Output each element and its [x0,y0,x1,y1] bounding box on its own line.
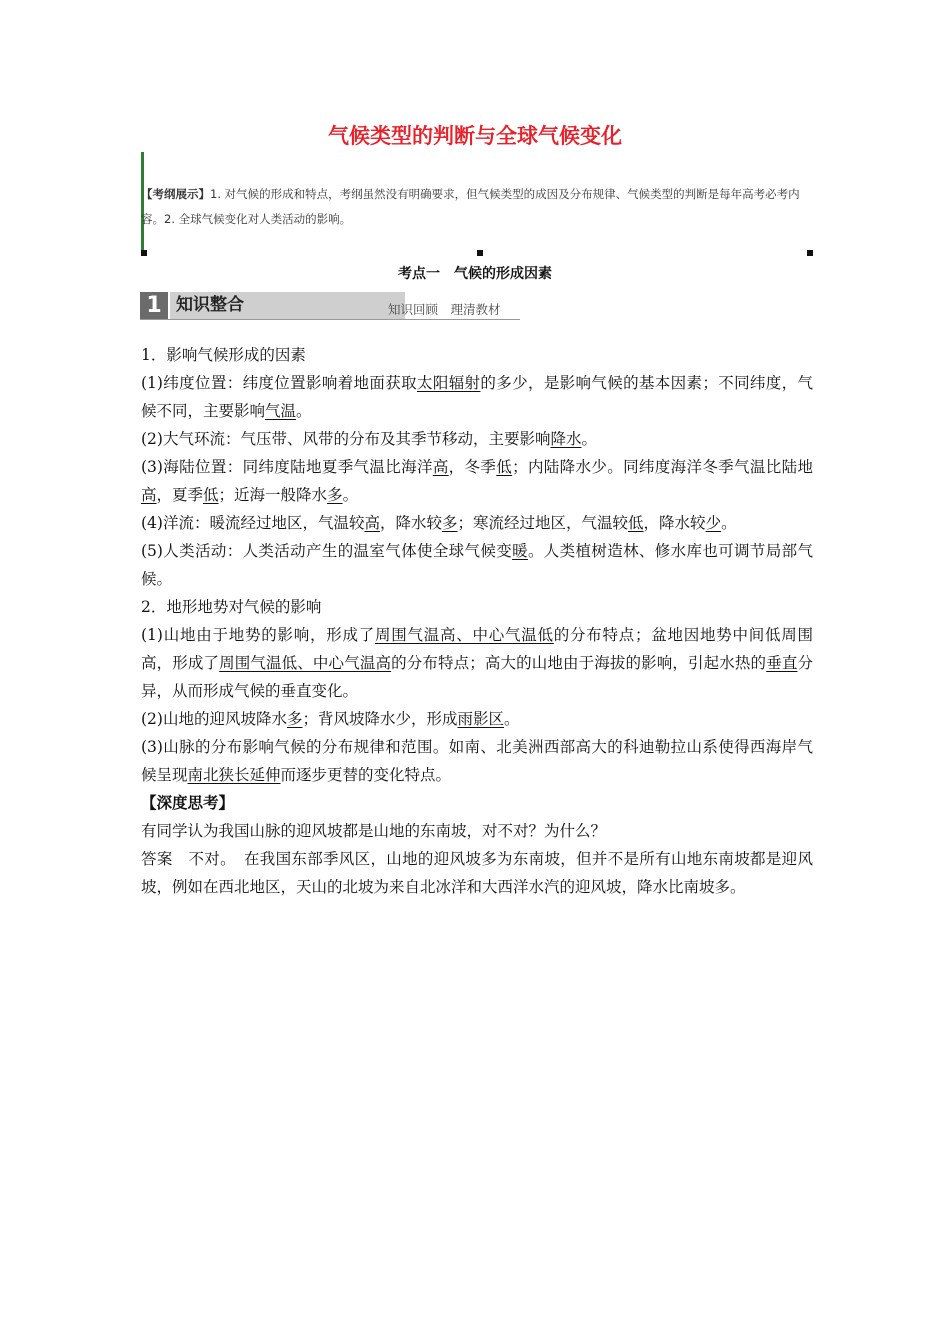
answer-blank: 低 [496,458,513,476]
corner-marker-middle [477,250,483,256]
answer-blank: 太阳辐射 [416,374,481,392]
main-content [141,341,813,901]
answer-text: 不对。 在我国东部季风区，山地的迎风坡多为东南坡，但并不是所有山地东南坡都是迎风坡，例如在西北地区，天山的北坡为来自北冰洋和大西洋水汽的迎风坡，降水比南坡多。 [141,850,813,896]
answer-blank: 高 [364,514,380,532]
banner-subtitle: 知识回顾 理清教材 [388,302,501,317]
answer-blank: 少 [705,514,722,532]
paragraph-windward: (2)山地的迎风坡降水多；背风坡降水少，形成雨影区。 [141,710,520,728]
paragraph-mountains: (1)山地由于地势的影响，形成了周围气温高、中心气温低的分布特点；盆地因地势中间低周围高，形成了周围气温低、中心气温高的分布特点；高大的山地由于海拔的影响，引起水热的垂直分异，从而形成气候的垂直变化。 [141,626,813,700]
answer-blank: 高 [432,458,449,476]
answer-blank: 雨影区 [457,710,505,728]
page-title: 气候类型的判断与全球气候变化 [328,124,622,148]
paragraph-human-activity: (5)人类活动：人类活动产生的温室气体使全球气候变暖。人类植树造林、修水库也可调节局部气候。 [141,542,813,588]
answer-label: 答案 [141,850,173,868]
banner-underline [140,319,520,320]
paragraph-circulation: (2)大气环流：气压带、风带的分布及其季节移动，主要影响降水。 [141,430,597,448]
corner-marker-left [141,250,147,256]
knowledge-banner [140,292,520,320]
answer-blank: 多 [327,486,343,504]
paragraph-mountain-ranges: (3)山脉的分布影响气候的分布规律和范围。如南、北美洲西部高大的科迪勒拉山系使得西海岸气候呈现南北狭长延伸而逐步更替的变化特点。 [141,738,813,784]
answer-blank: 周围气温高、中心气温低 [374,626,554,644]
deep-thinking-answer [141,845,813,901]
answer-blank: 降水 [550,430,582,448]
paragraph-ocean-currents: (4)洋流：暖流经过地区，气温较高，降水较多；寒流经过地区，气温较低，降水较少。 [141,514,737,532]
answer-blank: 高 [141,486,157,504]
answer-blank: 多 [286,710,303,728]
paragraph-land-sea: (3)海陆位置：同纬度陆地夏季气温比海洋高，冬季低；内陆降水少。同纬度海洋冬季气温比陆地高，夏季低；近海一般降水多。 [141,458,813,504]
banner-number: 1 [140,292,168,319]
heading-factors: 1．影响气候形成的因素 [141,346,306,364]
outline-tag: 【考纲展示】 [141,187,210,201]
banner-label: 知识整合 [170,292,405,319]
answer-blank: 垂直 [766,654,798,672]
answer-blank: 周围气温低、中心气温高 [219,654,392,672]
answer-blank: 低 [203,486,219,504]
corner-marker-right [807,250,813,256]
outline-body: 1. 对气候的形成和特点，考纲虽然没有明确要求，但气候类型的成因及分布规律、气候类型的判断是每年高考必考内容。2. 全球气候变化对人类活动的影响。 [141,187,800,226]
exam-outline-box [141,152,813,256]
section-title: 考点一 气候的形成因素 [398,266,552,282]
deep-thinking-question: 有同学认为我国山脉的迎风坡都是山地的东南坡，对不对？为什么？ [141,822,607,840]
answer-blank: 气温 [265,402,297,420]
deep-thinking-heading: 【深度思考】 [141,793,235,812]
exam-outline-text [141,182,813,232]
paragraph-latitude: (1)纬度位置：纬度位置影响着地面获取太阳辐射的多少，是影响气候的基本因素；不同纬度，气候不同，主要影响气温。 [141,374,813,420]
answer-blank: 暖 [512,542,528,560]
answer-blank: 多 [442,514,458,532]
answer-blank: 南北狭长延伸 [187,766,281,784]
heading-terrain: 2．地形地势对气候的影响 [141,598,322,616]
answer-blank: 低 [628,514,644,532]
